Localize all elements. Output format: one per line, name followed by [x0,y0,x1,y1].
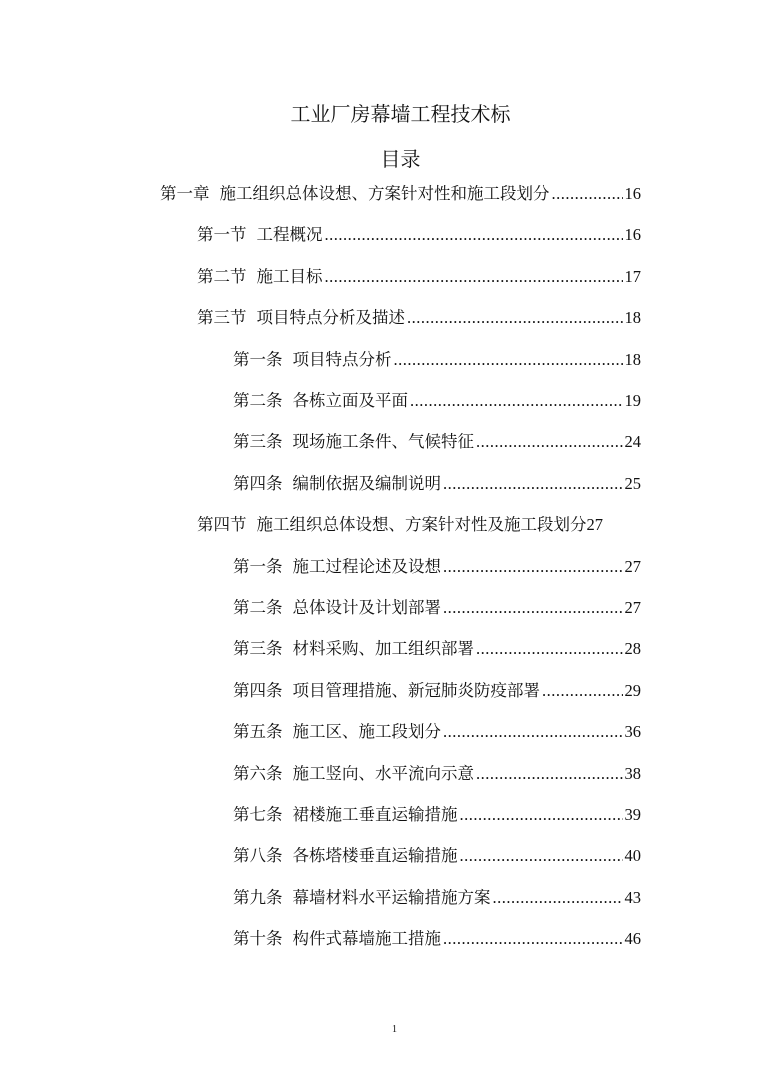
toc-entry[interactable] [197,304,641,330]
toc-entry-title: 施工竖向、水平流向示意 [292,763,474,783]
toc-entry-page: 18 [624,308,641,328]
toc-entry[interactable] [197,511,647,537]
toc-entry-page: 46 [624,929,641,949]
toc-entry-page: 40 [624,846,641,866]
toc-entry-number: 第三条 [233,639,283,659]
dot-leader [476,639,623,659]
toc-entry[interactable] [197,263,641,289]
page-number: 1 [392,1024,397,1035]
toc-entry-page: 17 [624,266,641,286]
toc-entry[interactable] [233,594,641,620]
dot-leader [443,557,623,577]
toc-entry-title: 项目特点分析及描述 [256,308,405,328]
toc-entry-number: 第二条 [233,598,283,617]
toc-entry[interactable] [233,346,641,372]
dot-leader [493,888,623,908]
toc-entry-page: 27 [624,556,641,576]
dot-leader [443,929,623,949]
toc-entry-title: 各栋塔楼垂直运输措施 [292,846,458,866]
dot-leader [443,722,623,742]
toc-entry-number: 第一章 [160,184,210,203]
toc-entry[interactable] [233,801,641,827]
toc-entry-title: 施工组织总体设想、方案针对性及施工段划分 [256,515,587,535]
toc-entry[interactable] [233,428,641,454]
toc-entry-title: 施工组织总体设想、方案针对性和施工段划分 [219,184,550,203]
toc-heading: 目录 [380,147,421,171]
toc-entry-number: 第十条 [233,929,283,949]
dot-leader [407,308,623,328]
toc-entry[interactable] [233,842,641,868]
toc-entry[interactable] [233,760,641,786]
toc-entry[interactable] [160,180,641,206]
dot-leader [325,225,623,245]
dot-leader [410,391,623,411]
toc-entry-title: 施工过程论述及设想 [292,556,441,576]
toc-entry-number: 第一节 [197,225,247,245]
toc-entry-page: 39 [624,805,641,824]
dot-leader [325,267,623,287]
toc-entry-number: 第二节 [197,266,247,286]
toc-entry-title: 项目管理措施、新冠肺炎防疫部署 [292,680,540,700]
toc-entry-page: 24 [624,432,641,452]
toc-entry-number: 第一条 [233,349,283,369]
toc-entry-page: 36 [624,722,641,742]
dot-leader [394,350,623,370]
toc-entry-number: 第五条 [233,722,283,742]
toc-entry-number: 第七条 [233,805,283,824]
toc-entry-page: 38 [624,763,641,783]
toc-entry[interactable] [233,718,641,744]
toc-entry-page: 29 [624,680,641,700]
toc-entry-title: 项目特点分析 [292,349,392,369]
dot-leader [476,764,623,784]
toc-entry[interactable] [233,553,641,579]
toc-entry-page: 28 [624,639,641,659]
dot-leader [460,805,623,825]
toc-entry-title: 施工目标 [256,266,323,286]
toc-entry[interactable] [233,925,641,951]
toc-entry-title: 现场施工条件、气候特征 [292,432,474,452]
toc-entry-number: 第三节 [197,308,247,328]
toc-entry-page: 27 [586,515,603,535]
toc-entry-title: 工程概况 [256,225,323,245]
dot-leader [460,846,623,866]
dot-leader [552,184,623,204]
toc-entry-title: 材料采购、加工组织部署 [292,639,474,659]
toc-entry-number: 第二条 [233,391,283,410]
dot-leader [542,681,623,701]
toc-entry-page: 43 [624,887,641,907]
toc-entry-number: 第一条 [233,556,283,576]
toc-entry-page: 18 [624,349,641,369]
toc-entry[interactable] [233,884,641,910]
dot-leader [443,598,623,618]
dot-leader [443,474,623,494]
toc-entry-title: 总体设计及计划部署 [292,598,441,617]
toc-entry-page: 16 [624,225,641,245]
toc-entry-number: 第九条 [233,887,283,907]
toc-entry-number: 第四条 [233,680,283,700]
toc-entry-number: 第四条 [233,473,283,493]
dot-leader [476,432,623,452]
toc-entry[interactable] [233,677,641,703]
toc-entry-title: 施工区、施工段划分 [292,722,441,742]
toc-entry[interactable] [233,387,641,413]
toc-entry-title: 编制依据及编制说明 [292,473,441,493]
toc-entry-page: 16 [624,184,641,203]
toc-entry-page: 27 [624,598,641,617]
toc-entry-number: 第四节 [197,515,247,535]
toc-entry-title: 幕墙材料水平运输措施方案 [292,887,491,907]
document-title: 工业厂房幕墙工程技术标 [290,102,511,126]
toc-entry-number: 第八条 [233,846,283,866]
toc-entry-title: 裙楼施工垂直运输措施 [292,805,458,824]
toc-entry[interactable] [197,221,641,247]
toc-entry-page: 19 [624,391,641,410]
toc-entry-number: 第六条 [233,763,283,783]
toc-entry-title: 各栋立面及平面 [292,391,408,410]
toc-entry[interactable] [233,470,641,496]
toc-entry-title: 构件式幕墙施工措施 [292,929,441,949]
toc-entry[interactable] [233,635,641,661]
toc-entry-number: 第三条 [233,432,283,452]
toc-entry-page: 25 [624,473,641,493]
